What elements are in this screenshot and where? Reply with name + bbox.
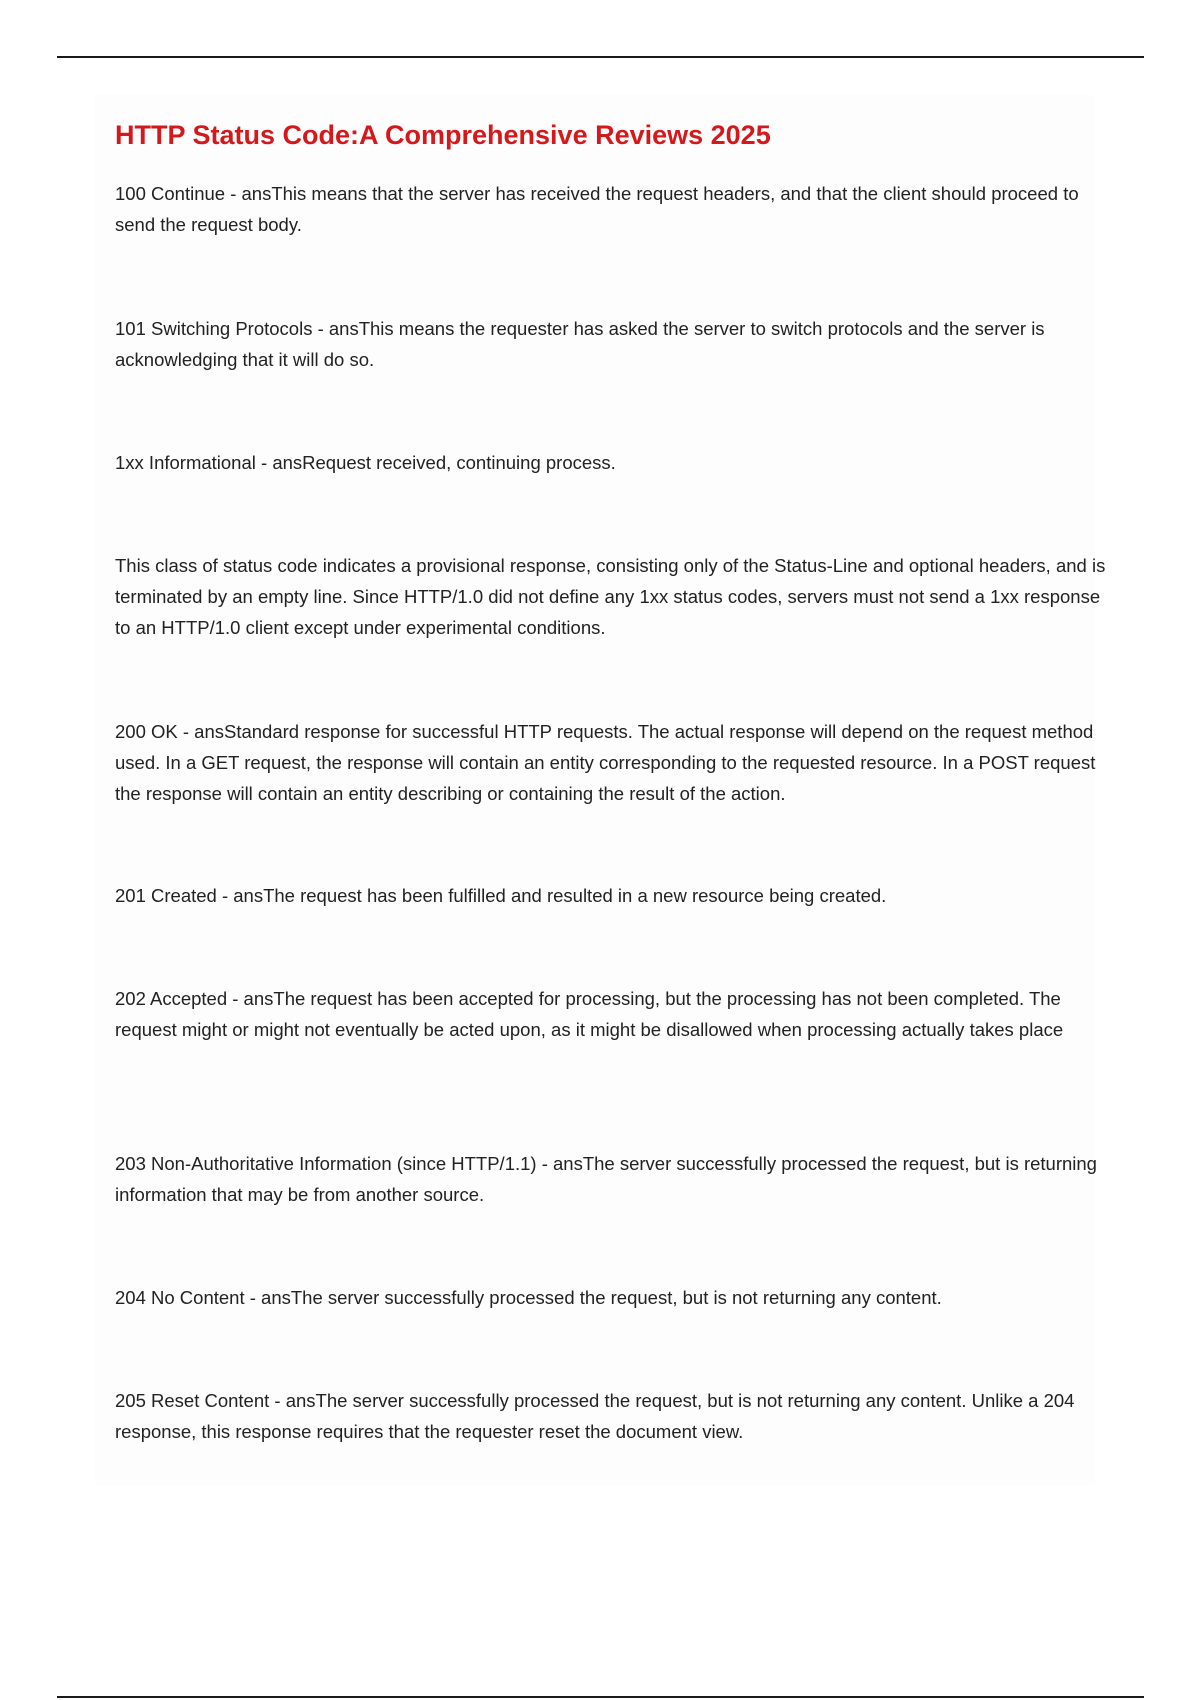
document-title: HTTP Status Code:A Comprehensive Reviews 2025: [115, 120, 771, 150]
entry-1xx-description: This class of status code indicates a provisional response, consisting only of the Status-Line and optional headers, and is terminated by an empty line. Since HTTP/1.0 did not define any 1xx status codes, servers must not send a 1xx response to an HTTP/1.0 client except under experimental conditions.: [115, 555, 1106, 638]
bottom-rule: [57, 1696, 1144, 1698]
entry-205-reset-content: 205 Reset Content - ansThe server successfully processed the request, but is not returning any content. Unlike a 204 response, this response requires that the requester reset the document view.: [115, 1390, 1075, 1442]
entry-1xx-informational: 1xx Informational - ansRequest received, continuing process.: [115, 452, 616, 473]
entry-202-accepted: 202 Accepted - ansThe request has been accepted for processing, but the processing has not been completed. The request might or might not eventually be acted upon, as it might be disallowed when processing actually takes place: [115, 988, 1064, 1040]
entry-203-non-authoritative: 203 Non-Authoritative Information (since HTTP/1.1) - ansThe server successfully processed the request, but is returning information that may be from another source.: [115, 1153, 1097, 1205]
entry-201-created: 201 Created - ansThe request has been fulfilled and resulted in a new resource being created.: [115, 885, 887, 906]
entry-101-switching-protocols: 101 Switching Protocols - ansThis means the requester has asked the server to switch protocols and the server is acknowledging that it will do so.: [115, 318, 1045, 370]
top-rule: [57, 56, 1144, 58]
entry-100-continue: 100 Continue - ansThis means that the server has received the request headers, and that the client should proceed to send the request body.: [115, 183, 1079, 235]
entry-200-ok: 200 OK - ansStandard response for successful HTTP requests. The actual response will depend on the request method used. In a GET request, the response will contain an entity corresponding to the requested resource. In a POST request the response will contain an entity describing or containing the result of the action.: [115, 721, 1096, 804]
entry-204-no-content: 204 No Content - ansThe server successfully processed the request, but is not returning any content.: [115, 1287, 942, 1308]
